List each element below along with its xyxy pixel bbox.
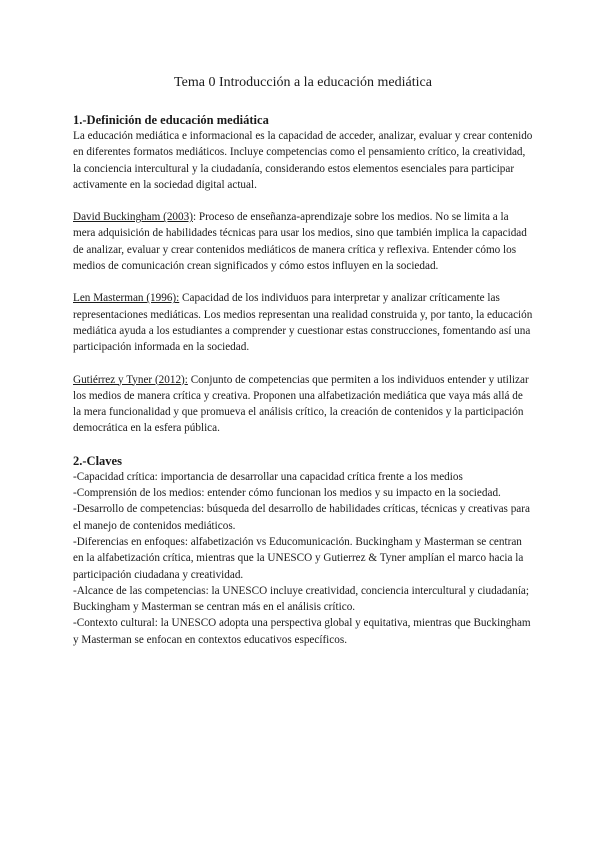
document-title: Tema 0 Introducción a la educación mediática [174, 75, 432, 90]
spacer [73, 193, 533, 209]
spacer [73, 274, 533, 290]
definition-text: : Proceso de enseñanza-aprendizaje sobre los medios. No se limita a la mera adquisición de habilidades técnicas para usar los medios, sino que también implica la capacidad de analizar, evaluar y crear contenidos mediáticos de manera crítica y reflexiva. Entender cómo los medios de comunicación crean significados y cómo estos influyen en la sociedad. [73, 211, 527, 273]
spacer [73, 437, 533, 453]
definition-paragraph-gutierrez-tyner [73, 372, 533, 437]
document-page [73, 74, 533, 648]
list-item: -Diferencias en enfoques: alfabetización vs Educomunicación. Buckingham y Masterman se centran en la alfabetización crítica, mientras que la UNESCO y Gutierrez & Tyner amplían el marco hacia la participación ciudadana y creatividad. [73, 535, 524, 581]
definition-paragraph-masterman [73, 290, 533, 355]
definition-paragraph-buckingham [73, 209, 533, 274]
author-reference: Gutiérrez y Tyner (2012): [73, 373, 188, 386]
list-item: -Desarrollo de competencias: búsqueda del desarrollo de habilidades críticas, técnicas y creativas para el manejo de contenidos mediáticos. [73, 503, 530, 532]
intro-paragraph: La educación mediática e informacional es la capacidad de acceder, analizar, evaluar y crear contenido en diferentes formatos mediáticos. Incluye competencias como el pensamiento crítico, la creatividad, la conciencia intercultural y la ciudadanía, considerando estos elementos esenciales para participar activamente en la sociedad digital actual. [73, 130, 533, 191]
section-heading-claves: 2.-Claves [73, 453, 122, 468]
author-reference: David Buckingham (2003) [73, 211, 193, 224]
list-item: -Alcance de las competencias: la UNESCO incluye creatividad, conciencia intercultural y ciudadanía; Buckingham y Masterman se centran más en el análisis crítico. [73, 584, 530, 614]
author-reference: Len Masterman (1996): [73, 292, 180, 305]
definition-text: Capacidad de los individuos para interpretar y analizar críticamente las representaciones mediáticas. Los medios representan una realidad construida y, por tanto, la educación mediática ayuda a los estudiantes a comprender y cuestionar estas construcciones, fomentando así una participación informada en la sociedad. [73, 292, 533, 354]
list-item: -Capacidad crítica: importancia de desarrollar una capacidad crítica frente a los medios [73, 470, 463, 483]
spacer [73, 356, 533, 372]
section-heading-definition: 1.-Definición de educación mediática [73, 113, 269, 127]
list-item: -Contexto cultural: la UNESCO adopta una perspectiva global y equitativa, mientras que Buckingham y Masterman se enfocan en contextos educativos específicos. [73, 617, 531, 646]
list-item: -Comprensión de los medios: entender cómo funcionan los medios y su impacto en la sociedad. [73, 487, 501, 500]
definition-text: Conjunto de competencias que permiten a los individuos entender y utilizar los medios de manera crítica y creativa. Proponen una alfabetización mediática que vaya más allá de la mera funcionalidad y que promueva el análisis crítico, la creación de contenidos y la participación democrática en la esfera pública. [73, 373, 529, 435]
